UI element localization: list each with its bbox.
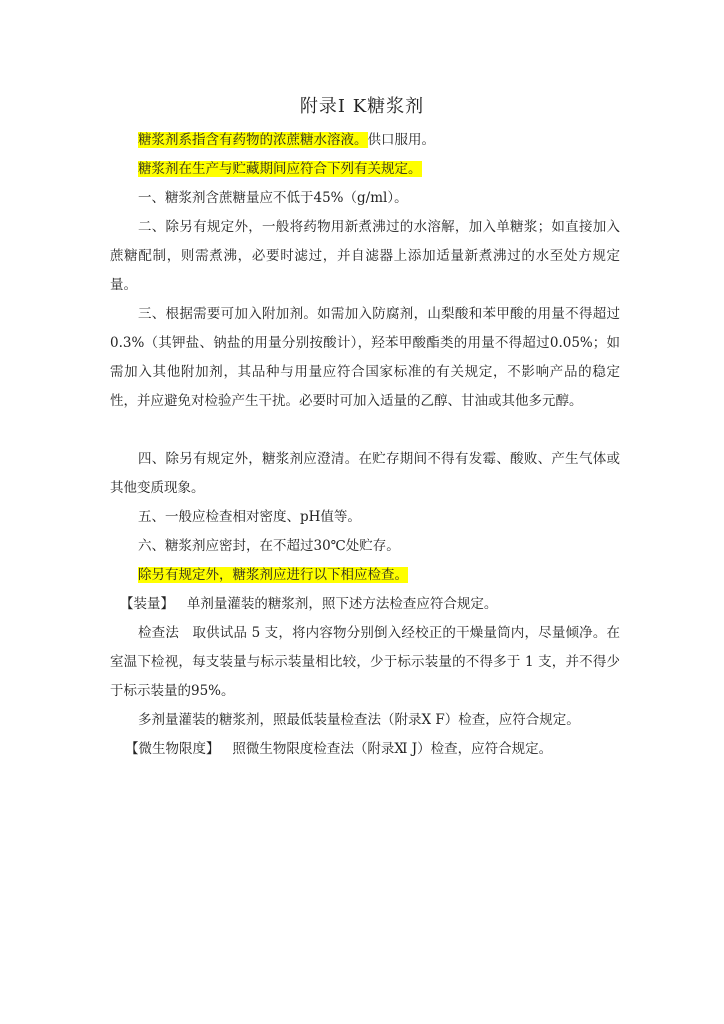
definition-highlight: 糖浆剂系指含有药物的浓蔗糖水溶液。 [138,132,368,148]
rule-6: 六、糖浆剂应密封，在不超过30℃处贮存。 [138,538,400,554]
definition-paragraph [110,126,620,155]
fill-volume-paragraph [120,590,620,619]
fill-volume-text: 单剂量灌装的糖浆剂，照下述方法检查应符合规定。 [186,596,498,612]
inspection-intro [110,561,620,590]
rule-2: 二、除另有规定外，一般将药物用新煮沸过的水溶解，加入单糖浆；如直接加入蔗糖配制，则需煮沸，必要时滤过，并自滤器上添加适量新煮沸过的水至处方规定量。 [110,219,620,293]
rule-4: 四、除另有规定外，糖浆剂应澄清。在贮存期间不得有发霉、酸败、产生气体或其他变质现象。 [110,451,620,496]
rule-1: 一、糖浆剂含蔗糖量应不低于45%（g/ml）。 [138,190,408,206]
microbial-limit-paragraph [125,735,620,764]
page-title: 附录Ⅰ K糖浆剂 [299,96,425,117]
inspection-highlight: 除另有规定外，糖浆剂应进行以下相应检查。 [138,567,408,583]
method-label: 检查法 [138,625,180,641]
fill-volume-label: 【装量】 [120,596,174,612]
method-paragraph [110,619,620,706]
definition-rest: 供口服用。 [367,132,435,148]
microbial-limit-text: 照微生物限度检查法（附录Ⅺ J）检查，应符合规定。 [232,741,553,757]
requirements-highlight: 糖浆剂在生产与贮藏期间应符合下列有关规定。 [138,161,422,177]
method-text: 取供试品 5 支，将内容物分别倒入经校正的干燥量筒内，尽量倾净。在室温下检视，每支装量与标示装量相比较，少于标示装量的不得多于 1 支，并不得少于标示装量的95%。 [110,625,621,699]
rule-5: 五、一般应检查相对密度、pH值等。 [138,509,361,525]
multi-dose-paragraph: 多剂量灌装的糖浆剂，照最低装量检查法（附录Ⅹ F）检查，应符合规定。 [138,712,580,728]
requirements-intro [110,155,620,184]
rule-3: 三、根据需要可加入附加剂。如需加入防腐剂，山梨酸和苯甲酸的用量不得超过 0.3%（其钾盐、钠盐的用量分别按酸计），羟苯甲酸酯类的用量不得超过0.05%；如需加入其他附加剂，其品种与用量应符合国家标准的有关规定，不影响产品的稳定性，并应避免对检验产生干扰。必要时可加入适量的乙醇、甘油或其他多元醇。 [110,306,620,409]
microbial-limit-label: 【微生物限度】 [125,741,220,757]
